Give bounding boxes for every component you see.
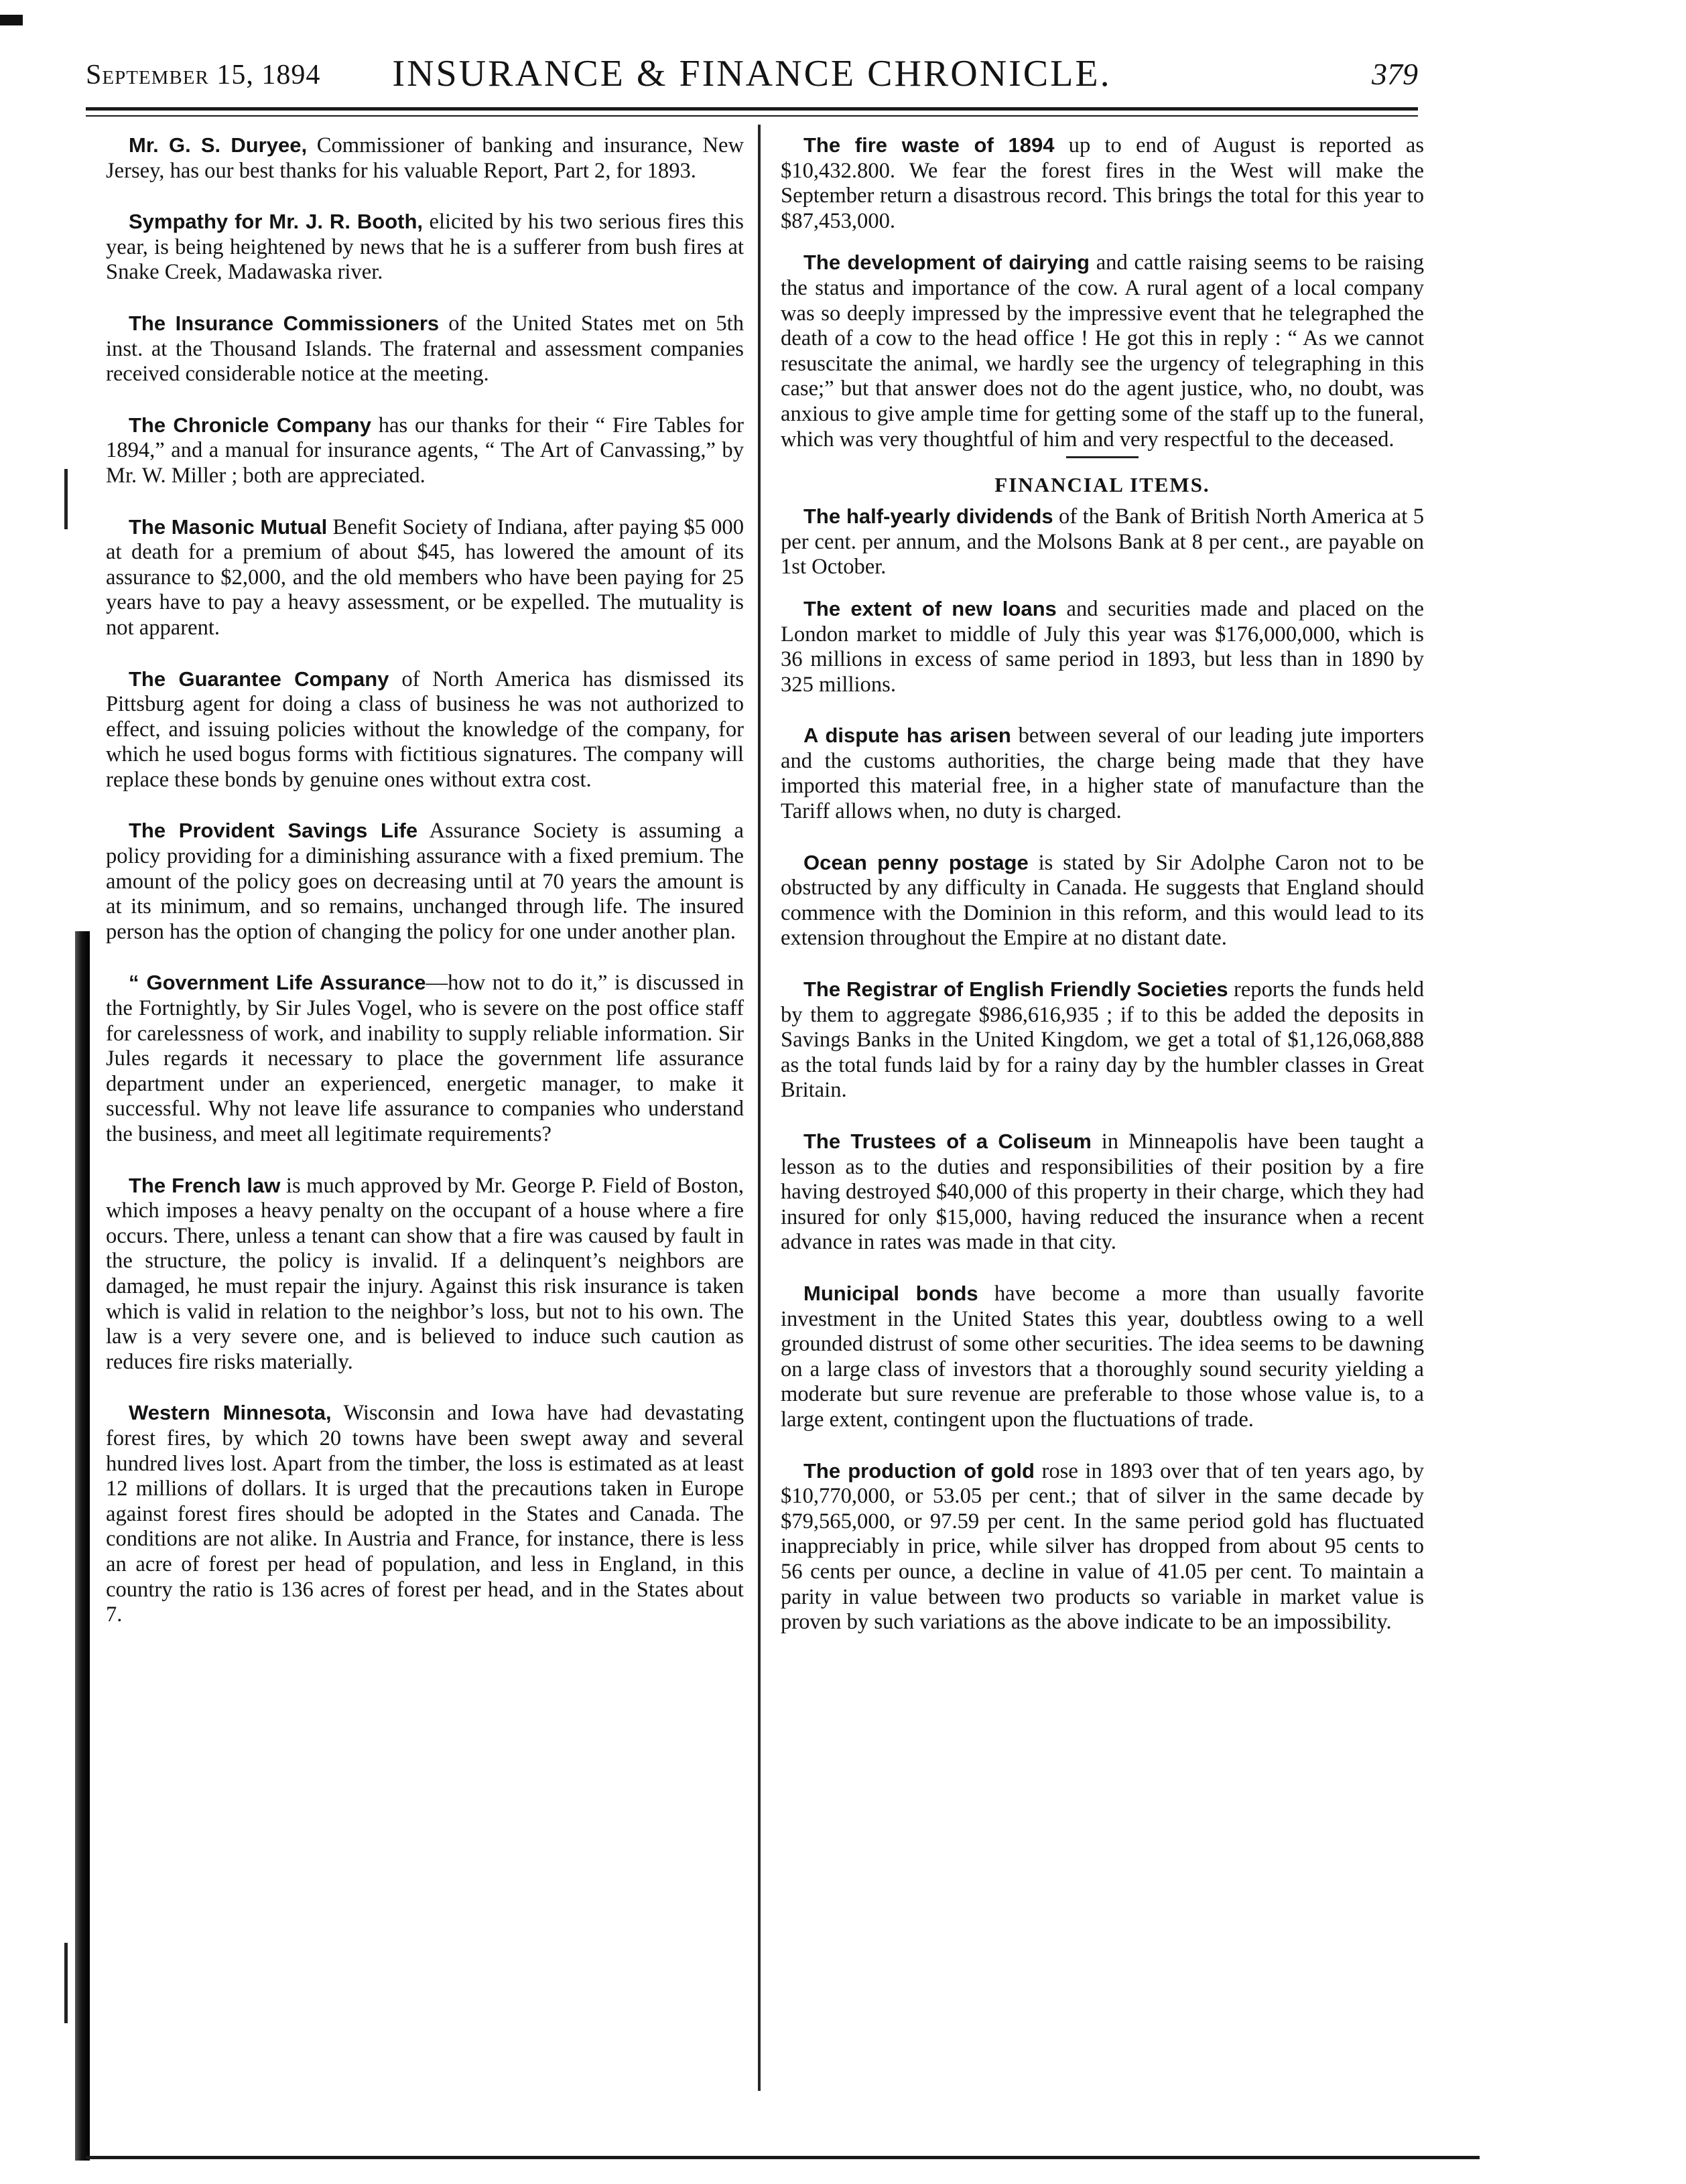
item-text: up to end of August is reported as $10,432.800. We fear the forest fires in the West will make the September return a disastrous record. This brings the total for this year to $87,453,000.	[781, 133, 1424, 233]
item-lead: The Insurance Commissioners	[129, 311, 440, 335]
news-item	[106, 667, 744, 793]
item-text: Assurance Society is assuming a policy providing for a diminishing assurance with a fixed premium. The amount of the policy goes on decreasing until at 70 years the amount is at its minimum, and so remains, unchanged through life. The insured person has the option of changing the policy for one under another plan.	[106, 819, 744, 944]
item-lead: The Guarantee Company	[129, 667, 389, 691]
left-column	[106, 133, 744, 1628]
item-lead: The extent of new loans	[803, 596, 1057, 620]
corner-registration-mark	[0, 15, 23, 25]
news-item	[106, 209, 744, 285]
item-text: of the United States met on 5th inst. at the Thousand Islands. The fraternal and assessment companies received considerable notice at the meeting.	[106, 311, 744, 387]
news-item	[106, 311, 744, 387]
page-number: 379	[1372, 57, 1418, 91]
item-text: Wisconsin and Iowa have had devastating forest fires, by which 20 towns have been swept away and several hundred lives lost. Apart from the timber, the loss is estimated as at least 12 millions of dollars. It is urged that the precautions taken in Europe against forest fires should be adopted in the States and Canada. The conditions are not alike. In Austria and France, for instance, there is less an acre of forest per head of population, and less in England, in this country the ratio is 136 acres of forest per head, and in the States about 7.	[106, 1401, 744, 1627]
news-item	[106, 1400, 744, 1627]
item-text: of the Bank of British North America at 5 per cent. per annum, and the Molsons Bank at 8 per cent., are payable on 1st October.	[781, 504, 1425, 579]
news-item	[781, 250, 1424, 452]
news-item	[106, 1173, 744, 1375]
item-text: in Minneapolis have been taught a lesson as to the duties and responsibilities of their position by a fire having destroyed $40,000 of this property in their charge, which they had insured for only $15,000, having reduced the insurance when a recent advance in rates was made in that city.	[781, 1130, 1424, 1255]
item-text: Commissioner of banking and insurance, New Jersey, has our best thanks for his valuable Report, Part 2, for 1893.	[106, 133, 744, 183]
section-heading: FINANCIAL ITEMS.	[994, 473, 1210, 497]
scan-edge-mark	[64, 469, 68, 529]
news-item	[781, 1129, 1424, 1255]
item-text: rose in 1893 over that of ten years ago, by $10,770,000, or 53.05 per cent.; that of silver in the same decade by $79,565,000, or 97.59 per cent. In the same period gold has fluctuated inappreciably in price, while silver has dropped from about 95 cents to 56 cents per ounce, a decline in value of 41.05 per cent. To maintain a parity in value between two products so variable in market value is proven by such variations as the above indicate to be an impossibility.	[781, 1458, 1424, 1635]
news-item	[781, 977, 1424, 1103]
item-lead: Municipal bonds	[803, 1281, 978, 1305]
item-text: Benefit Society of Indiana, after paying $5 000 at death for a premium of about $45, has lowered the amount of its assurance to $2,000, and the old members who have been paying for 25 years have to pay a heavy assessment, or be expelled. The mutuality is not apparent.	[106, 515, 744, 640]
item-text: have become a more than usually favorite investment in the United States this year, doubtless owing to a well grounded distrust of some other securities. The idea seems to be dawning on a large class of investors that a thoroughly sound security yielding a moderate but sure revenue are preferable to those whose value is, to a large extent, contingent upon the fluctuations of trade.	[781, 1281, 1424, 1432]
item-text: and securities made and placed on the London market to middle of July this year was $176,000,000, which is 36 millions in excess of same period in 1893, but less than in 1890 by 325 millions.	[781, 596, 1424, 697]
news-item	[106, 970, 744, 1147]
page-header	[86, 52, 1418, 100]
item-lead: The Masonic Mutual	[129, 515, 328, 539]
news-item	[781, 133, 1424, 234]
news-item	[781, 504, 1424, 580]
right-column	[781, 133, 1424, 1635]
item-lead: “ Government Life Assurance	[129, 971, 426, 995]
scan-edge-shadow	[75, 931, 90, 2161]
item-lead: A dispute has arisen	[803, 724, 1011, 748]
item-lead: The production of gold	[803, 1458, 1035, 1483]
item-text: elicited by his two serious fires this year, is being heightened by news that he is a sufferer from bush fires at Snake Creek, Madawaska river.	[106, 210, 744, 285]
item-lead: The Provident Savings Life	[129, 819, 418, 843]
item-lead: The half-yearly dividends	[803, 504, 1053, 529]
item-lead: The Registrar of English Friendly Societies	[803, 977, 1228, 1002]
item-lead: The fire waste of 1894	[803, 133, 1055, 157]
item-text: and cattle raising seems to be raising the status and importance of the cow. A rural agent of a local company was so deeply impressed by the impressive event that he telegraphed the death of a cow to the head office ! He got this in reply : “ As we cannot resuscitate the animal, we hardly see the urgency of telegraphing in this case;” but that answer does not do the agent justice, who, no doubt, was anxious to give ample time for getting some of the staff up to the funeral, which was very thoughtful of him and very respectful to the deceased.	[781, 251, 1425, 452]
news-item	[781, 1281, 1424, 1433]
news-item	[781, 723, 1424, 824]
news-item	[781, 596, 1424, 697]
item-text: reports the funds held by them to aggregate $986,616,935 ; if to this be added the deposits in Savings Banks in the United Kingdom, we get a total of $1,126,068,888 as the total funds laid by for a rainy day by the humbler classes in Great Britain.	[781, 977, 1425, 1103]
item-lead: Western Minnesota,	[129, 1401, 332, 1425]
item-lead: Sympathy for Mr. J. R. Booth,	[129, 210, 424, 234]
section-rule	[1066, 456, 1139, 458]
item-text: of North America has dismissed its Pittsburg agent for doing a class of business he was not authorized to effect, and issuing policies without the knowledge of the company, for which he used bogus forms with fictitious signatures. The company will replace these bonds by genuine ones without extra cost.	[106, 667, 744, 792]
news-item	[781, 850, 1424, 951]
news-item	[106, 818, 744, 945]
item-text: has our thanks for their “ Fire Tables for 1894,” and a manual for insurance agents, “ The Art of Canvassing,” by Mr. W. Miller ; both are appreciated.	[106, 413, 744, 488]
news-item	[106, 515, 744, 641]
issue-date: September 15, 1894	[86, 60, 321, 90]
header-rule-thin	[86, 115, 1418, 117]
footer-rule	[86, 2156, 1480, 2159]
news-item	[781, 1458, 1424, 1635]
item-lead: Mr. G. S. Duryee,	[129, 133, 308, 157]
journal-title: INSURANCE & FINANCE CHRONICLE.	[392, 53, 1112, 94]
scan-edge-mark	[64, 1943, 68, 2023]
header-rule-thick	[86, 107, 1418, 111]
item-text: is much approved by Mr. George P. Field of Boston, which imposes a heavy penalty on the occupant of a house where a fire occurs. There, unless a tenant can show that a fire was caused by fault in the structure, the policy is invalid. If a delinquent’s neighbors are damaged, he must repair the injury. Against this risk insurance is taken which is valid in relation to the neighbor’s loss, but not to his own. The law is a very severe one, and is believed to induce such caution as reduces fire risks materially.	[106, 1173, 744, 1374]
item-text: —how not to do it,” is discussed in the Fortnightly, by Sir Jules Vogel, who is severe on the post office staff for carelessness of work, and inability to supply reliable information. Sir Jules regards it necessary to place the government life assurance department under an experienced, energetic manager, to make it successful. Why not leave life assurance to companies who understand the business, and meet all legitimate requirements?	[106, 971, 744, 1146]
item-lead: The Chronicle Company	[129, 413, 371, 437]
item-lead: The Trustees of a Coliseum	[803, 1130, 1092, 1153]
item-text: is stated by Sir Adolphe Caron not to be obstructed by any difficulty in Canada. He suggests that England should commence with the Dominion in this reform, and this would lead to its extension throughout the Empire at no distant date.	[781, 850, 1424, 951]
news-item	[106, 133, 744, 184]
item-lead: The French law	[129, 1173, 281, 1197]
item-lead: Ocean penny postage	[803, 850, 1029, 874]
item-lead: The development of dairying	[803, 251, 1090, 275]
news-item	[106, 413, 744, 489]
item-text: between several of our leading jute importers and the customs authorities, the charge being made that they have imported this material free, in a higher state of manufacture than the Tariff allows when, no duty is charged.	[781, 724, 1424, 824]
column-divider	[758, 125, 761, 2091]
